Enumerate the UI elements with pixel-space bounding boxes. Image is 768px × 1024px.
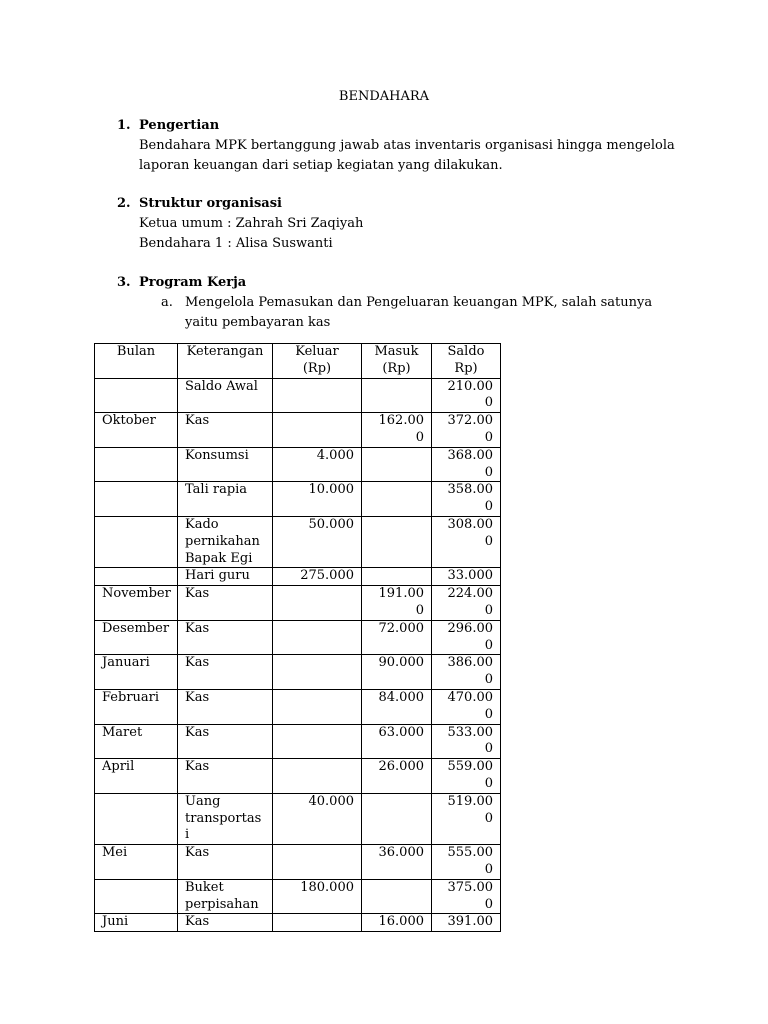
cell-masuk (362, 793, 432, 844)
cell-bulan: Oktober (95, 413, 178, 448)
keterangan-text: Konsumsi (185, 447, 249, 463)
cell-masuk (362, 568, 432, 586)
cell-bulan: Mei (95, 845, 178, 880)
cell-saldo (432, 378, 501, 413)
structure-line: Bendahara 1 : Alisa Suswanti (139, 236, 333, 251)
cell-bulan: April (95, 759, 178, 794)
cell-masuk (362, 879, 432, 914)
cell-saldo (432, 586, 501, 621)
keterangan-text: Tali rapia (185, 482, 248, 498)
keterangan-text: Kas (185, 655, 210, 671)
cell-saldo (432, 413, 501, 448)
cell-masuk (362, 516, 432, 567)
cell-saldo (432, 879, 501, 914)
cell-keterangan (178, 482, 273, 517)
table-row (95, 724, 501, 759)
section-heading: Pengertian (139, 118, 220, 133)
cell-saldo (432, 689, 501, 724)
table-row (95, 620, 501, 655)
cell-saldo (432, 620, 501, 655)
cell-keluar: 10.000 (273, 482, 362, 517)
cell-saldo (432, 447, 501, 482)
table-row (95, 914, 501, 932)
header-keluar: Keluar (Rp) (273, 344, 362, 379)
header-bulan: Bulan (95, 344, 178, 379)
cell-keluar (273, 586, 362, 621)
keterangan-text: Kas (185, 759, 210, 775)
cell-saldo (432, 482, 501, 517)
masuk-value: 162.000 (378, 413, 424, 445)
cell-keterangan (178, 655, 273, 690)
saldo-value: 224.000 (447, 586, 493, 618)
cell-saldo (432, 516, 501, 567)
keterangan-text: Kas (185, 620, 210, 636)
saldo-value: 368.000 (447, 447, 493, 480)
table-row (95, 413, 501, 448)
masuk-value: 191.000 (378, 586, 424, 618)
saldo-value: 375.000 (447, 879, 493, 912)
cell-saldo (432, 759, 501, 794)
section-heading: Program Kerja (139, 275, 247, 290)
masuk-value: 36.000 (378, 845, 424, 861)
keterangan-text: Kas (185, 914, 210, 930)
keterangan-text: Kas (185, 689, 210, 705)
cell-keterangan (178, 586, 273, 621)
keterangan-text: Kas (185, 586, 210, 602)
cell-bulan: Januari (95, 655, 178, 690)
cell-keterangan (178, 689, 273, 724)
cell-keluar (273, 413, 362, 448)
cell-keluar: 275.000 (273, 568, 362, 586)
header-saldo: Saldo Rp) (432, 344, 501, 379)
cell-bulan (95, 482, 178, 517)
cell-masuk (362, 447, 432, 482)
section-number: 3. (117, 275, 131, 290)
cell-keterangan (178, 759, 273, 794)
cell-saldo (432, 724, 501, 759)
cell-keterangan (178, 793, 273, 844)
table-row (95, 568, 501, 586)
masuk-value: 63.000 (378, 724, 424, 740)
section-number: 1. (117, 118, 131, 133)
table-row (95, 689, 501, 724)
cell-bulan (95, 516, 178, 567)
cell-masuk (362, 586, 432, 621)
keterangan-text: Kas (185, 724, 210, 740)
cell-bulan (95, 447, 178, 482)
cell-masuk (362, 845, 432, 880)
section-heading: Struktur organisasi (139, 196, 282, 211)
cell-masuk (362, 378, 432, 413)
list-item-text: Mengelola Pemasukan dan Pengeluaran keuangan MPK, salah satunya yaitu pembayaran kas (185, 295, 653, 330)
cell-saldo (432, 845, 501, 880)
cell-keterangan (178, 413, 273, 448)
cell-keterangan (178, 447, 273, 482)
keterangan-text: Saldo Awal (185, 378, 258, 394)
cell-keluar (273, 378, 362, 413)
table-row (95, 845, 501, 880)
cell-masuk (362, 413, 432, 448)
keterangan-text: Hari guru (185, 568, 250, 584)
masuk-value: 16.000 (378, 914, 424, 930)
masuk-value: 84.000 (378, 689, 424, 705)
cell-masuk (362, 689, 432, 724)
cell-masuk (362, 759, 432, 794)
cell-masuk (362, 914, 432, 932)
saldo-value: 533.000 (447, 724, 493, 757)
cell-keterangan (178, 620, 273, 655)
structure-line: Ketua umum : Zahrah Sri Zaqiyah (139, 216, 364, 231)
cell-bulan: Desember (95, 620, 178, 655)
keterangan-text: Kas (185, 845, 210, 861)
header-masuk: Masuk (Rp) (362, 344, 432, 379)
cell-bulan (95, 378, 178, 413)
header-keterangan: Keterangan (178, 344, 273, 379)
cell-keterangan (178, 914, 273, 932)
table-row (95, 655, 501, 690)
cell-bulan (95, 793, 178, 844)
cell-keluar (273, 655, 362, 690)
section-number: 2. (117, 196, 131, 211)
cell-keluar: 180.000 (273, 879, 362, 914)
cell-keluar (273, 845, 362, 880)
cell-bulan: Februari (95, 689, 178, 724)
table-row (95, 516, 501, 567)
cell-keluar (273, 724, 362, 759)
keterangan-text: Kado pernikahan Bapak Egi (185, 516, 260, 566)
cell-masuk (362, 482, 432, 517)
saldo-value: 372.000 (447, 413, 493, 445)
cell-keterangan (178, 845, 273, 880)
table-row (95, 759, 501, 794)
cell-bulan: November (95, 586, 178, 621)
cell-keterangan (178, 568, 273, 586)
cell-keluar: 4.000 (273, 447, 362, 482)
saldo-value: 308.000 (447, 516, 493, 549)
table-row (95, 586, 501, 621)
document-title: BENDAHARA (338, 89, 430, 104)
cell-keluar (273, 620, 362, 655)
cell-saldo (432, 655, 501, 690)
cell-keterangan (178, 879, 273, 914)
table-row (95, 482, 501, 517)
list-marker: a. (161, 295, 173, 310)
saldo-value: 358.000 (447, 482, 493, 515)
cell-saldo (432, 568, 501, 586)
masuk-value: 90.000 (378, 655, 424, 671)
saldo-value: 33.000 (447, 568, 493, 584)
saldo-value: 386.000 (447, 655, 493, 688)
cell-keluar: 40.000 (273, 793, 362, 844)
cell-keterangan (178, 724, 273, 759)
saldo-value: 296.000 (447, 620, 493, 653)
keterangan-text: Kas (185, 413, 210, 429)
cell-keluar (273, 914, 362, 932)
saldo-value: 559.000 (447, 759, 493, 791)
keterangan-text: Uang transportasi (185, 793, 262, 843)
table-row (95, 793, 501, 844)
cell-bulan: Juni (95, 914, 178, 932)
masuk-value: 26.000 (378, 759, 424, 775)
table-row (95, 378, 501, 413)
cell-bulan (95, 879, 178, 914)
cell-saldo (432, 793, 501, 844)
saldo-value: 519.000 (447, 793, 493, 826)
cell-keterangan (178, 378, 273, 413)
saldo-value: 210.000 (447, 378, 493, 411)
table-row (95, 447, 501, 482)
saldo-value: 555.000 (447, 845, 493, 877)
cash-table (94, 343, 501, 932)
cell-keterangan (178, 516, 273, 567)
cell-masuk (362, 655, 432, 690)
cell-keluar (273, 689, 362, 724)
section-body: Bendahara MPK bertanggung jawab atas inventaris organisasi hingga mengelola laporan keuangan dari setiap kegiatan yang dilakukan. (139, 138, 675, 173)
cell-saldo (432, 914, 501, 932)
cell-masuk (362, 724, 432, 759)
saldo-value: 391.00 (447, 914, 493, 930)
cell-masuk (362, 620, 432, 655)
cell-bulan (95, 568, 178, 586)
masuk-value: 72.000 (378, 620, 424, 636)
table-row (95, 879, 501, 914)
cell-keluar (273, 759, 362, 794)
saldo-value: 470.000 (447, 689, 493, 722)
keterangan-text: Buket perpisahan (185, 879, 259, 912)
table-header-row (95, 344, 501, 379)
cell-bulan: Maret (95, 724, 178, 759)
cell-keluar: 50.000 (273, 516, 362, 567)
